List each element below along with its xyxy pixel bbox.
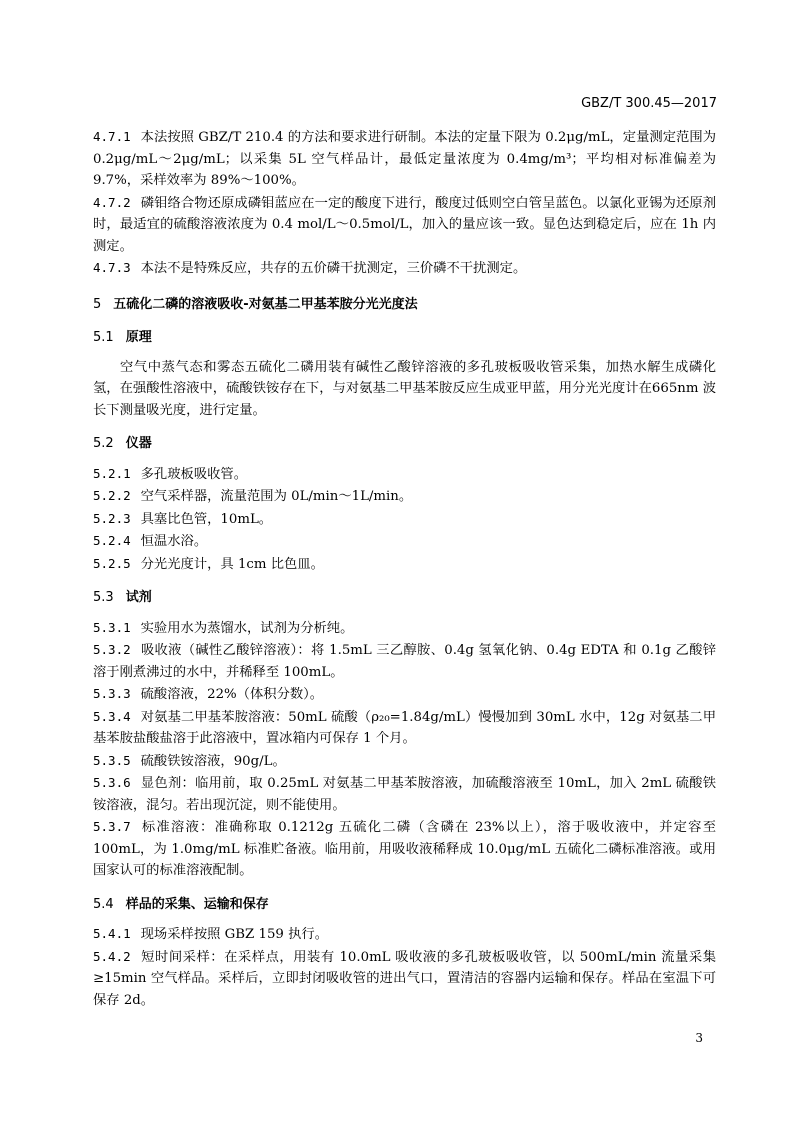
section-number: 5.2 <box>93 436 114 451</box>
section-5-3-heading <box>93 587 716 609</box>
section-5-4-heading <box>93 894 716 916</box>
document-code-header: GBZ/T 300.45—2017 <box>581 96 717 111</box>
clause-text: 吸收液（碱性乙酸锌溶液）：将 1.5mL 三乙醇胺、0.4g 氢氧化钠、0.4g EDTA 和 0.1g 乙酸锌溶于刚煮沸过的水中，并稀释至 100mL。 <box>93 643 716 680</box>
clause-5-2-1 <box>93 463 716 486</box>
section-5-heading <box>93 294 716 316</box>
section-title: 仪器 <box>125 436 152 451</box>
principle-paragraph: 空气中蒸气态和雾态五硫化二磷用装有碱性乙酸锌溶液的多孔玻板吸收管采集，加热水解生成磷化氢，在强酸性溶液中，硫酸铁铵存在下，与对氨基二甲基苯胺反应生成亚甲蓝，用分光光度计在665nm 波长下测量吸光度，进行定量。 <box>93 359 716 418</box>
clause-text: 现场采样按照 GBZ 159 执行。 <box>140 927 329 942</box>
section-number: 5.3 <box>93 590 114 605</box>
clause-number: 5.4.1 <box>93 926 131 941</box>
clause-number: 5.3.6 <box>93 775 131 790</box>
clause-4-7-3 <box>93 257 716 280</box>
clause-5-2-3 <box>93 508 716 531</box>
clause-5-2-5 <box>93 553 716 576</box>
clause-number: 5.2.1 <box>93 465 131 481</box>
clause-number: 4.7.1 <box>93 129 131 144</box>
page-body <box>93 126 716 1011</box>
clause-text: 磷钼络合物还原成磷钼蓝应在一定的酸度下进行，酸度过低则空白管呈蓝色。以氯化亚锡为还原剂时，最适宜的硫酸溶液浓度为 0.4 mol/L～0.5mol/L，加入的量应该一致。显色达到稳定后，应在 1h 内测定。 <box>93 195 716 254</box>
clause-text: 本法不是特殊反应，共存的五价磷干扰测定，三价磷不干扰测定。 <box>140 261 527 276</box>
section-5-1-heading <box>93 327 716 349</box>
clause-text: 硫酸溶液，22%（体积分数）。 <box>140 687 324 702</box>
clause-text: 空气采样器，流量范围为 0L/min～1L/min。 <box>140 489 413 504</box>
clause-5-4-2 <box>93 946 716 1012</box>
clause-number: 5.3.2 <box>93 642 131 657</box>
clause-text: 显色剂：临用前，取 0.25mL 对氨基二甲基苯胺溶液，加硫酸溶液至 10mL，加入 2mL 硫酸铁铵溶液，混匀。若出现沉淀，则不能使用。 <box>93 776 716 813</box>
clause-5-3-2 <box>93 639 716 683</box>
clause-number: 5.3.7 <box>93 819 131 834</box>
clause-number: 5.2.5 <box>93 555 131 571</box>
section-number: 5.1 <box>93 330 114 345</box>
clause-4-7-2 <box>93 192 716 258</box>
clause-text: 实验用水为蒸馏水，试剂为分析纯。 <box>140 620 354 636</box>
clause-number: 5.4.2 <box>93 948 131 964</box>
clause-text: 多孔玻板吸收管。 <box>140 466 248 482</box>
clause-text: 分光光度计，具 1cm 比色皿。 <box>140 556 324 572</box>
clause-number: 5.3.5 <box>93 752 131 768</box>
clause-text: 标准溶液：准确称取 0.1212g 五硫化二磷（含磷在 23%以上），溶于吸收液中，并定容至 100mL，为 1.0mg/mL 标准贮备液。临用前，用吸收液稀释成 10.0μg/mL 五硫化二磷标准溶液。或用国家认可的标准溶液配制。 <box>93 820 716 878</box>
clause-text: 具塞比色管，10mL。 <box>140 511 273 527</box>
clause-5-2-4 <box>93 530 716 553</box>
clause-number: 5.2.2 <box>93 488 131 503</box>
section-title: 原理 <box>125 330 152 345</box>
clause-number: 5.2.4 <box>93 533 131 548</box>
section-number: 5.4 <box>93 896 114 912</box>
clause-5-3-5 <box>93 750 716 773</box>
clause-5-3-4 <box>93 706 716 750</box>
clause-text: 对氨基二甲基苯胺溶液：50mL 硫酸（ρ₂₀=1.84g/mL）慢慢加到 30mL 水中，12g 对氨基二甲基苯胺盐酸盐溶于此溶液中，置冰箱内可保存 1 个月。 <box>93 709 716 746</box>
clause-text: 短时间采样：在采样点，用装有 10.0mL 吸收液的多孔玻板吸收管，以 500mL/min 流量采集≥15min 空气样品。采样后，立即封闭吸收管的进出气口，置清洁的容器内运输和保存。样品在室温下可保存 2d。 <box>93 949 716 1008</box>
section-5-2-heading <box>93 433 716 455</box>
clause-5-3-3 <box>93 683 716 706</box>
clause-number: 4.7.2 <box>93 194 131 210</box>
section-title: 样品的采集、运输和保存 <box>125 896 269 912</box>
clause-number: 4.7.3 <box>93 260 131 275</box>
clause-number: 5.3.1 <box>93 619 131 635</box>
clause-text: 恒温水浴。 <box>140 534 208 549</box>
clause-5-3-7 <box>93 816 716 882</box>
clause-text: 硫酸铁铵溶液，90g/L。 <box>140 753 286 769</box>
clause-5-2-2 <box>93 485 716 508</box>
clause-number: 5.3.3 <box>93 686 131 701</box>
clause-number: 5.3.4 <box>93 708 131 724</box>
clause-4-7-1 <box>93 126 716 192</box>
clause-number: 5.2.3 <box>93 510 131 526</box>
section-number: 5 <box>93 296 102 312</box>
clause-5-3-6 <box>93 772 716 816</box>
clause-text: 本法按照 GBZ/T 210.4 的方法和要求进行研制。本法的定量下限为 0.2μg/mL，定量测定范围为 0.2μg/mL～2μg/mL；以采集 5L 空气样品计，最低定量浓度为 0.4mg/m³；平均相对标准偏差为 9.7%，采样效率为 89%～100%。 <box>93 130 716 188</box>
section-title: 试剂 <box>125 590 152 605</box>
page-number: 3 <box>695 1031 703 1045</box>
clause-5-3-1 <box>93 617 716 640</box>
clause-5-4-1 <box>93 923 716 946</box>
section-title: 五硫化二磷的溶液吸收-对氨基二甲基苯胺分光光度法 <box>113 296 418 312</box>
